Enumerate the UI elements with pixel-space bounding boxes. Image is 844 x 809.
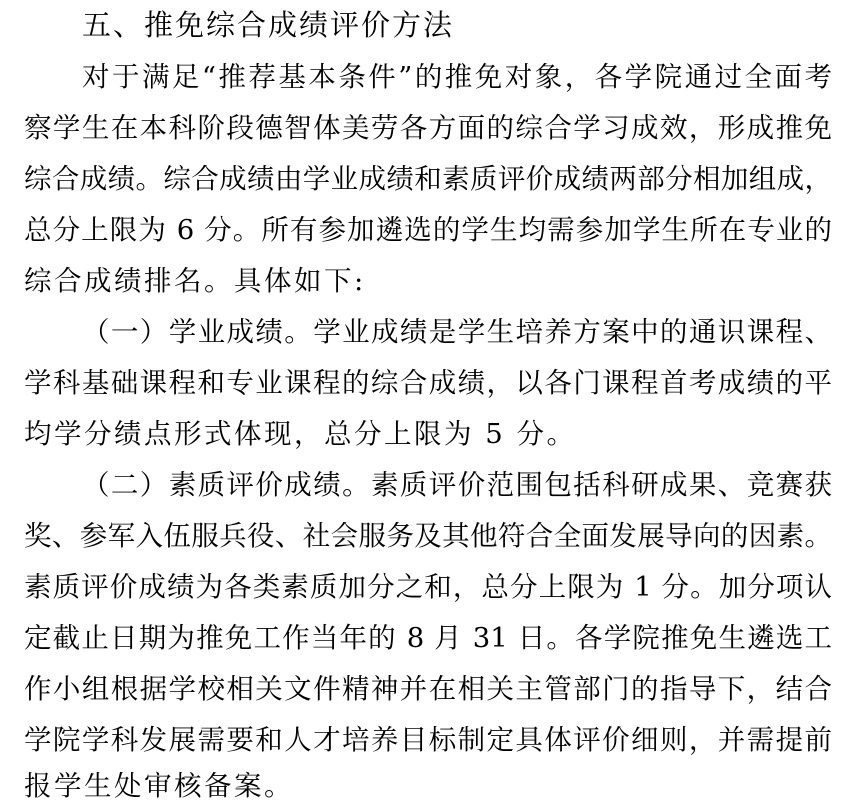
- paragraph-intro-line-5: 综合成绩排名。具体如下:: [24, 265, 366, 297]
- paragraph-quality-line-5: 作小组根据学校相关文件精神并在相关主管部门的指导下，结合: [24, 673, 832, 705]
- paragraph-academic-line-2: 学科基础课程和专业课程的综合成绩，以各门课程首考成绩的平: [24, 367, 832, 399]
- paragraph-academic-line-1: （一）学业成绩。学业成绩是学生培养方案中的通识课程、: [82, 316, 832, 348]
- paragraph-quality-line-6: 学院学科发展需要和人才培养目标制定具体评价细则，并需提前: [24, 724, 832, 756]
- paragraph-intro-line-4: 总分上限为 6 分。所有参加遴选的学生均需参加学生所在专业的: [24, 214, 832, 246]
- paragraph-quality-line-2: 奖、参军入伍服兵役、社会服务及其他符合全面发展导向的因素。: [24, 520, 832, 552]
- paragraph-intro-line-3: 综合成绩。综合成绩由学业成绩和素质评价成绩两部分相加组成，: [24, 163, 832, 195]
- paragraph-quality-line-1: （二）素质评价成绩。素质评价范围包括科研成果、竞赛获: [82, 469, 832, 501]
- paragraph-intro-line-2: 察学生在本科阶段德智体美劳各方面的综合学习成效，形成推免: [24, 112, 832, 144]
- paragraph-intro-line-1: 对于满足“推荐基本条件”的推免对象，各学院通过全面考: [82, 61, 832, 93]
- paragraph-quality-line-4: 定截止日期为推免工作当年的 8 月 31 日。各学院推免生遴选工: [24, 622, 832, 654]
- section-heading: 五、推免综合成绩评价方法: [82, 8, 455, 42]
- paragraph-quality-line-7: 报学生处审核备案。: [24, 770, 294, 802]
- paragraph-quality-line-3: 素质评价成绩为各类素质加分之和，总分上限为 1 分。加分项认: [24, 571, 832, 603]
- paragraph-academic-line-3: 均学分绩点形式体现，总分上限为 5 分。: [24, 418, 577, 450]
